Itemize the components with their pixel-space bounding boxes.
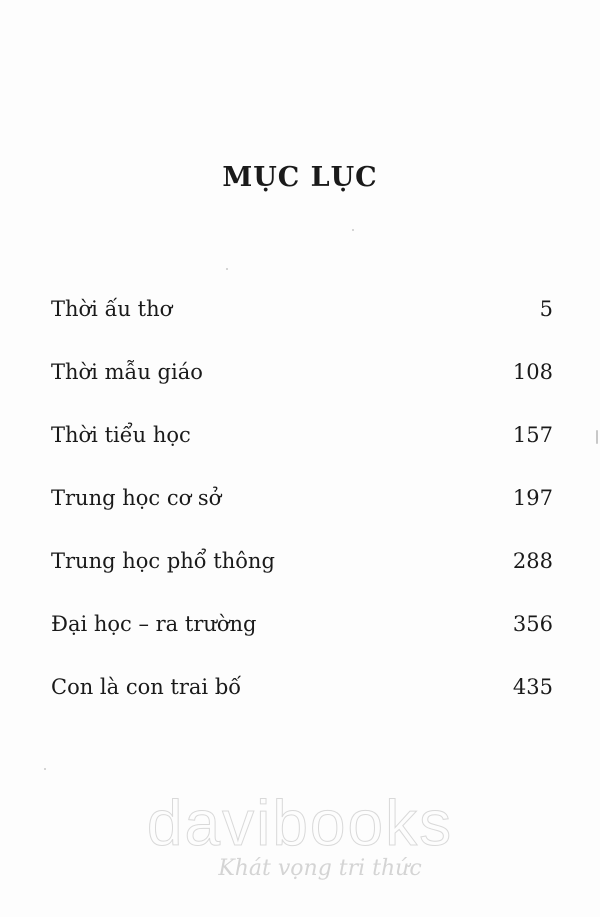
toc-entry-page-number: 197 bbox=[512, 486, 553, 510]
toc-entry-title: Thời tiểu học bbox=[51, 423, 191, 447]
watermark-brand: davibooks bbox=[146, 787, 454, 859]
toc-entry-page-number: 288 bbox=[512, 549, 553, 573]
publisher-watermark bbox=[0, 787, 600, 881]
toc-entry-page-number: 157 bbox=[512, 423, 553, 447]
toc-entry bbox=[51, 292, 553, 355]
toc-entry-page-number: 108 bbox=[512, 360, 553, 384]
toc-entry bbox=[51, 355, 553, 418]
toc-entry-title: Con là con trai bố bbox=[51, 675, 242, 699]
toc-entry-title: Đại học – ra trường bbox=[51, 612, 257, 636]
table-of-contents bbox=[51, 292, 553, 733]
toc-entry-title: Trung học phổ thông bbox=[51, 549, 275, 573]
paper-speck bbox=[44, 768, 46, 770]
toc-entry-page-number: 356 bbox=[512, 612, 553, 636]
page-title: MỤC LỤC bbox=[222, 162, 378, 193]
toc-entry bbox=[51, 418, 553, 481]
toc-entry-title: Thời mẫu giáo bbox=[51, 360, 203, 384]
toc-entry bbox=[51, 544, 553, 607]
toc-entry-page-number: 5 bbox=[539, 297, 553, 321]
toc-entry bbox=[51, 481, 553, 544]
toc-entry-page-number: 435 bbox=[512, 675, 553, 699]
toc-entry bbox=[51, 670, 553, 733]
toc-entry-title: Trung học cơ sở bbox=[51, 486, 222, 510]
paper-speck bbox=[352, 229, 354, 231]
watermark-slogan: Khát vọng tri thức bbox=[218, 856, 422, 881]
paper-speck bbox=[596, 430, 598, 444]
paper-speck bbox=[226, 268, 228, 270]
toc-entry bbox=[51, 607, 553, 670]
toc-entry-title: Thời ấu thơ bbox=[51, 297, 173, 321]
